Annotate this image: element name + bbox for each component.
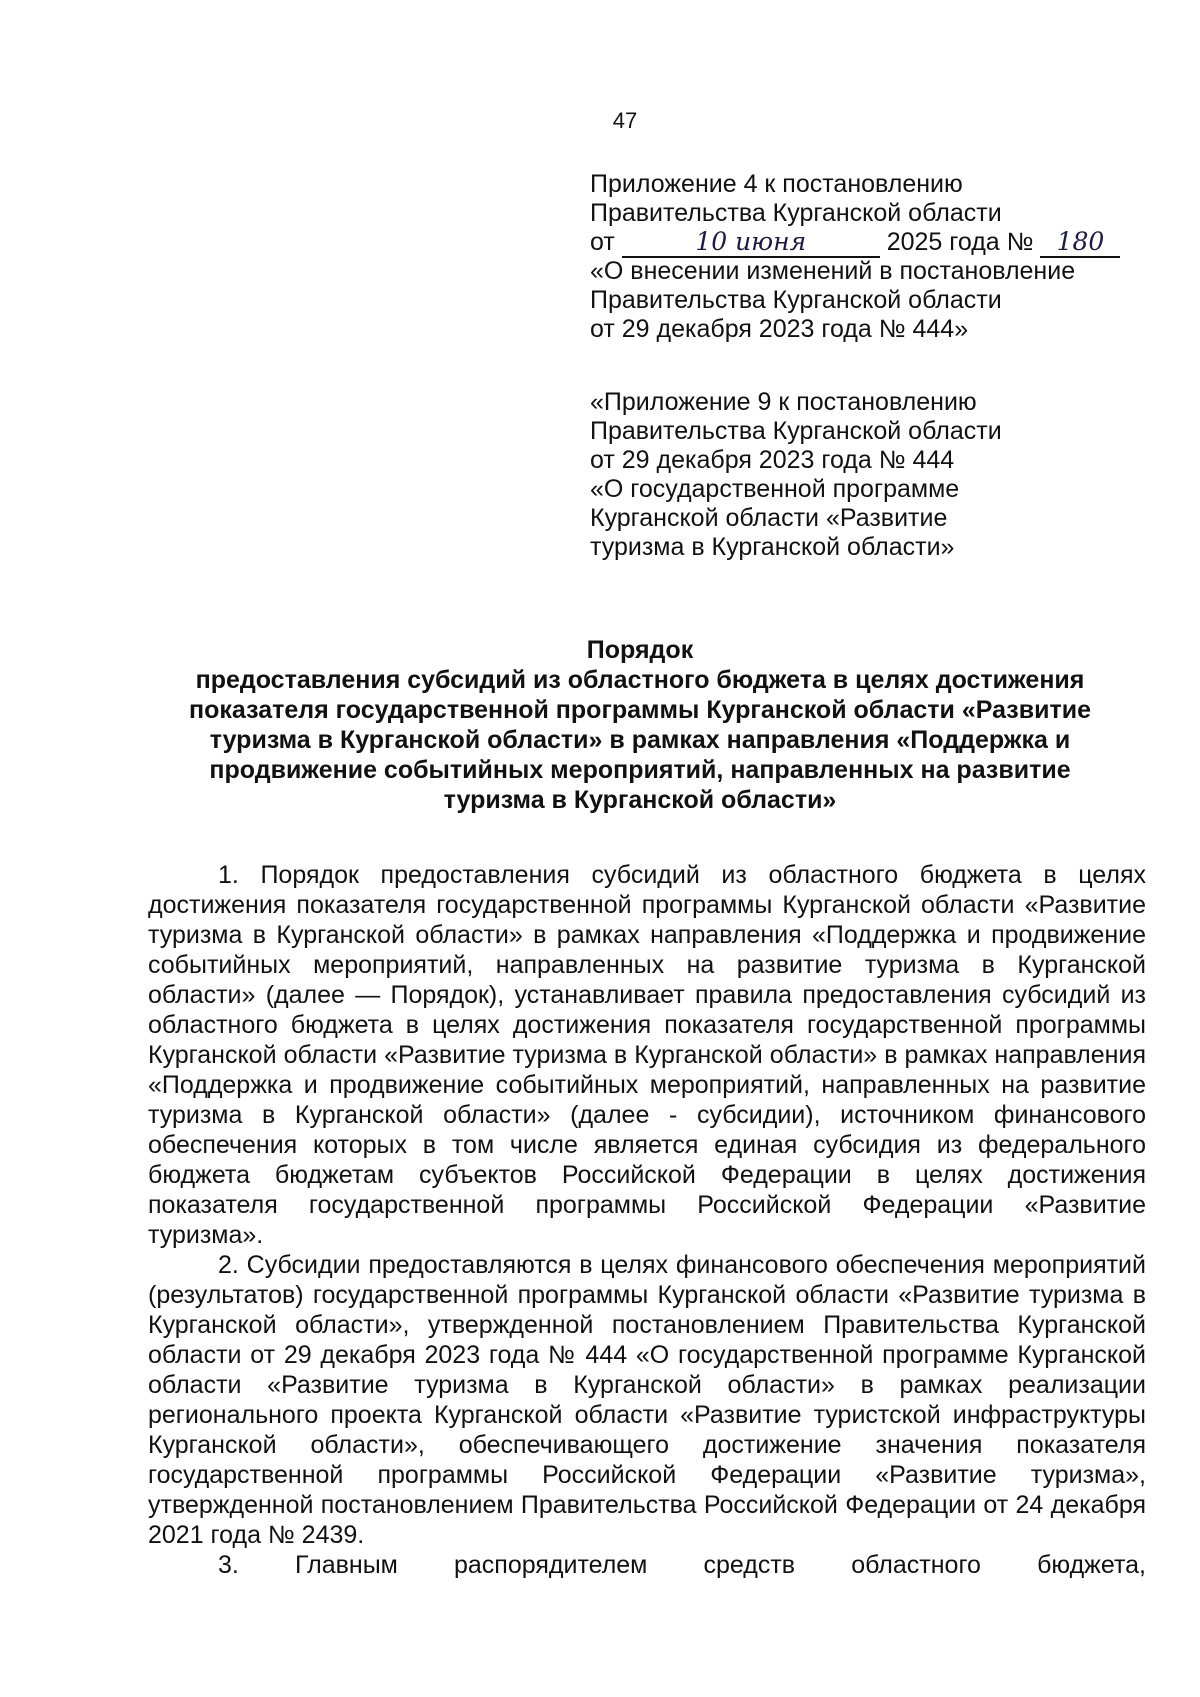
annex-original-line: от 29 декабря 2023 года № 444 bbox=[590, 446, 955, 474]
year-text: 2025 года № bbox=[886, 228, 1034, 256]
annex-original-line: «Приложение 9 к постановлению bbox=[590, 388, 977, 416]
annex-original-line: Правительства Курганской области bbox=[590, 417, 1002, 445]
annex-original-line: Курганской области «Развитие bbox=[590, 504, 948, 532]
annex-header bbox=[590, 170, 1120, 344]
paragraph-3: 3. Главным распорядителем средств областного бюджета, bbox=[218, 1551, 1146, 1579]
title-line: предоставления субсидий из областного бюджета в целях достижения bbox=[195, 666, 1085, 694]
title-line: туризма в Курганской области» в рамках направления «Поддержка и bbox=[209, 726, 1071, 754]
annex-original bbox=[590, 388, 1002, 562]
title-line: туризма в Курганской области» bbox=[443, 786, 837, 814]
title-line: продвижение событийных мероприятий, направленных на развитие bbox=[209, 756, 1071, 784]
paragraph-2: 2. Субсидии предоставляются в целях финансового обеспечения мероприятий (результатов) государственной программы Курганской области «Развитие туризма в Курганской области», утвержденной постановлением Правительства Курганской области от 29 декабря 2023 года № 444 «О государственной программе Курганской области «Развитие туризма в Курганской области» в рамках реализации регионального проекта Курганской области «Развитие туристской инфраструктуры Курганской области», обеспечивающего достижение значения показателя государственной программы Российской Федерации «Развитие туризма», утвержденной постановлением Правительства Российской Федерации от 24 декабря 2021 года № 2439. bbox=[148, 1251, 1146, 1549]
handwritten-number: 180 bbox=[1040, 230, 1120, 258]
annex-original-line: «О государственной программе bbox=[590, 475, 960, 503]
annex-header-line: Правительства Курганской области bbox=[590, 286, 1002, 314]
annex-header-date-line bbox=[590, 228, 1120, 257]
annex-header-line: «О внесении изменений в постановление bbox=[590, 257, 1076, 285]
page-number: 47 bbox=[612, 108, 638, 133]
handwritten-date: 10 июня bbox=[622, 230, 880, 258]
document-body bbox=[148, 860, 1146, 1580]
document-title bbox=[160, 635, 1120, 815]
title-line: Порядок bbox=[586, 636, 694, 664]
annex-header-line: Приложение 4 к постановлению bbox=[590, 170, 963, 198]
annex-header-line: от 29 декабря 2023 года № 444» bbox=[590, 315, 969, 343]
paragraph-1: 1. Порядок предоставления субсидий из областного бюджета в целях достижения показателя государственной программы Курганской области «Развитие туризма в Курганской области» в рамках направления «Поддержка и продвижение событийных мероприятий, направленных на развитие туризма в Курганской области» (далее — Порядок), устанавливает правила предоставления субсидий из областного бюджета в целях достижения показателя государственной программы Курганской области «Развитие туризма в Курганской области» в рамках направления «Поддержка и продвижение событийных мероприятий, направленных на развитие туризма в Курганской области» (далее - субсидии), источником финансового обеспечения которых в том числе является единая субсидия из федерального бюджета бюджетам субъектов Российской Федерации в целях достижения показателя государственной программы Российской Федерации «Развитие туризма». bbox=[148, 861, 1146, 1249]
title-line: показателя государственной программы Курганской области «Развитие bbox=[189, 696, 1091, 724]
annex-original-line: туризма в Курганской области» bbox=[590, 533, 955, 561]
date-prefix: от bbox=[590, 228, 615, 256]
annex-header-line: Правительства Курганской области bbox=[590, 199, 1002, 227]
